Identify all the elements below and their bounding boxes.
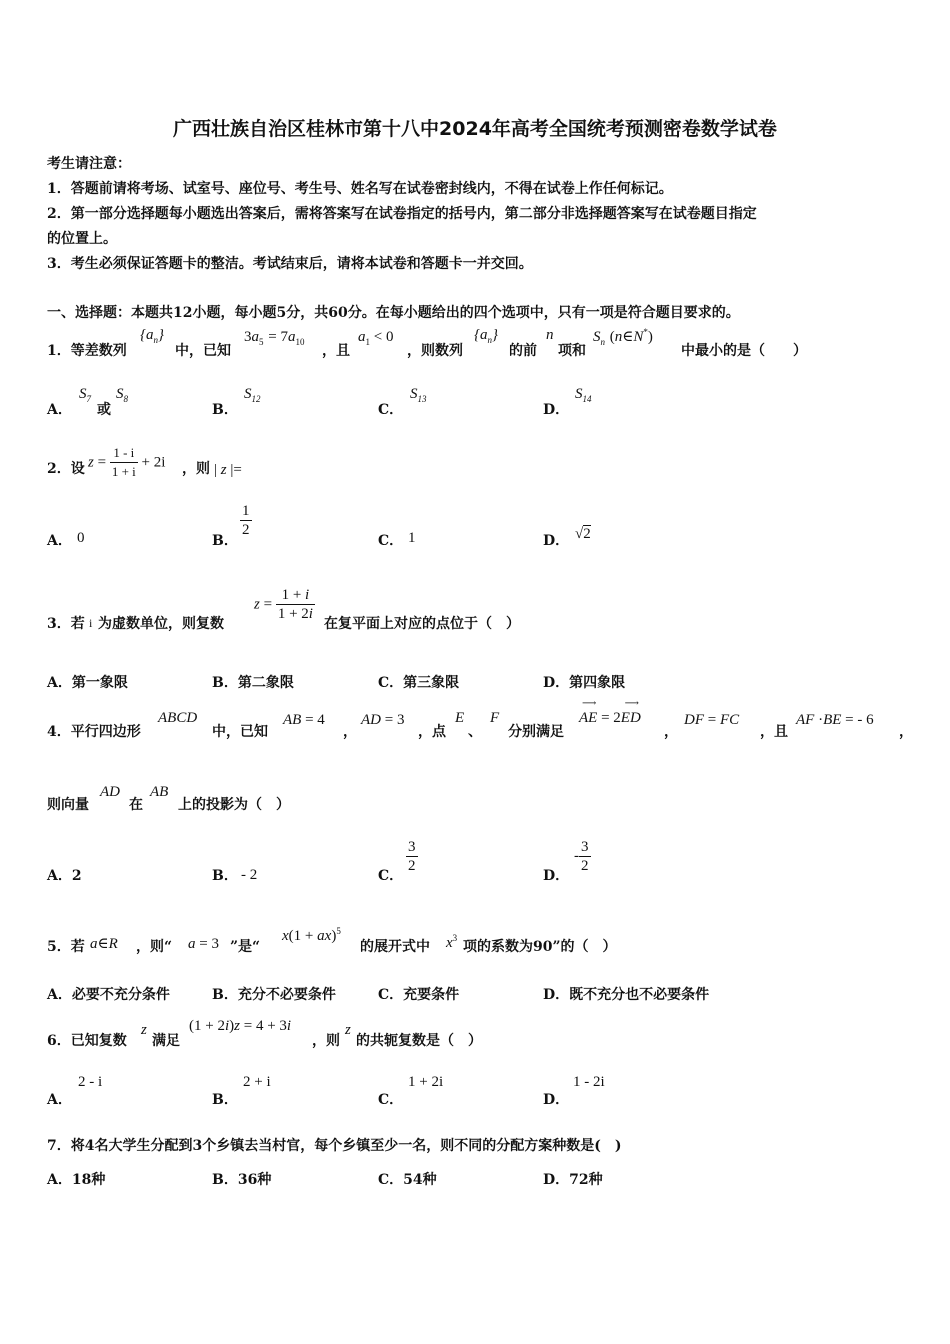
q6-option-a-label: A． bbox=[47, 1092, 72, 1108]
q5-text-1: 5．若 bbox=[47, 939, 85, 955]
q5-math-x3: $x^3$ bbox=[446, 933, 458, 951]
q6-math-equation: (1 + 2i)z = 4 + 3i bbox=[189, 1018, 292, 1034]
q4-text-comma-3: ， bbox=[899, 724, 913, 740]
q3-option-c: C．第三象限 bbox=[378, 675, 460, 691]
q2-option-d-label: D． bbox=[543, 533, 570, 549]
q4-text-comma-2: ， bbox=[664, 724, 678, 740]
vector-arrow-icon: ⟶ bbox=[581, 698, 595, 709]
q3-option-a: A．第一象限 bbox=[47, 675, 128, 691]
q1-option-a-or: 或 bbox=[97, 402, 111, 418]
q2-option-d-value: √2 bbox=[575, 526, 591, 542]
q7-option-c: C．54种 bbox=[378, 1172, 437, 1188]
notice-item-1: 1．答题前请将考场、试室号、座位号、考生号、姓名写在试卷密封线内，不得在试卷上作任何标记。 bbox=[47, 181, 673, 197]
notice-item-3: 3．考生必须保证答题卡的整洁。考试结束后，请将本试卷和答题卡一并交回。 bbox=[47, 256, 533, 272]
notice-heading: 考生请注意： bbox=[47, 156, 131, 172]
q6-option-c-value: 1 + 2i bbox=[408, 1074, 444, 1090]
q4-option-d-value: - $\frac{3}{2}$ bbox=[574, 839, 589, 874]
q4-math-abcd: ABCD bbox=[158, 710, 198, 726]
q1-math-an-2: $\{a_n\}$ bbox=[474, 327, 498, 345]
q1-text-5: 的前 bbox=[509, 343, 537, 359]
q2-math-z: z = $\frac{1 - i}{1 + i}$ + 2i bbox=[88, 445, 166, 479]
q3-math-i: i bbox=[89, 616, 93, 630]
q4-option-d-label: D． bbox=[543, 868, 570, 884]
q5-text-3: ”是“ bbox=[230, 939, 261, 955]
q5-option-b: B．充分不必要条件 bbox=[212, 987, 336, 1003]
q6-option-c-label: C． bbox=[378, 1092, 404, 1108]
q2-option-c-value: 1 bbox=[408, 530, 416, 546]
q4-text-4: 、 bbox=[468, 724, 482, 740]
sqrt-icon: √ bbox=[575, 526, 584, 542]
q2-option-c-label: C． bbox=[378, 533, 404, 549]
q4-option-b-value: - 2 bbox=[241, 867, 258, 883]
q1-text-3: ，且 bbox=[322, 343, 350, 359]
notice-item-2: 2．第一部分选择题每小题选出答案后，需将答案写在试卷指定的括号内，第二部分非选择题答案写在试卷题目指定 bbox=[47, 206, 757, 222]
q4-math-dot: AF ·BE = - 6 bbox=[796, 712, 874, 728]
q4-text-3: ，点 bbox=[418, 724, 446, 740]
q1-option-c-s13: $S_{13}$ bbox=[410, 386, 427, 404]
page-title: 广西壮族自治区桂林市第十八中2024年高考全国统考预测密卷数学试卷 bbox=[173, 118, 777, 140]
q4-line2-2: 在 bbox=[129, 797, 143, 813]
q3-text-1: 3．若 bbox=[47, 616, 85, 632]
q1-math-a1: $a_1 < 0$ bbox=[358, 329, 394, 347]
q6-math-z: z bbox=[141, 1022, 147, 1038]
q6-option-d-label: D． bbox=[543, 1092, 570, 1108]
q1-option-c-label: C． bbox=[378, 402, 404, 418]
q3-text-3: 在复平面上对应的点位于（ ） bbox=[324, 616, 520, 632]
q4-math-ab: AB = 4 bbox=[283, 712, 325, 728]
q2-option-b-label: B． bbox=[212, 533, 238, 549]
q4-option-a: A．2 bbox=[47, 868, 82, 884]
q4-line2-1: 则向量 bbox=[47, 797, 89, 813]
q1-option-d-s14: $S_{14}$ bbox=[575, 386, 592, 404]
q3-text-2: 为虚数单位，则复数 bbox=[98, 616, 224, 632]
q2-text-2: ，则 bbox=[182, 461, 210, 477]
q7-option-d: D．72种 bbox=[543, 1172, 603, 1188]
q7-option-b: B．36种 bbox=[212, 1172, 272, 1188]
q5-math-a-in-r: a∈R bbox=[90, 936, 118, 952]
q1-option-a-s8: $S_8$ bbox=[116, 386, 128, 404]
notice-item-2-cont: 的位置上。 bbox=[47, 231, 117, 247]
q6-option-a-value: 2 - i bbox=[78, 1074, 103, 1090]
q1-option-a-s7: $S_7$ bbox=[79, 386, 91, 404]
q1-math-an: $\{a_n\}$ bbox=[140, 327, 164, 345]
q2-option-a-label: A． bbox=[47, 533, 72, 549]
q6-text-2: 满足 bbox=[152, 1033, 180, 1049]
q5-text-5: 项的系数为90”的（ ） bbox=[463, 939, 617, 955]
q4-math-df: DF = FC bbox=[684, 712, 740, 728]
q3-math-z: z = $\frac{1 + i}{1 + 2i}$ bbox=[254, 587, 313, 622]
q2-option-a-value: 0 bbox=[77, 530, 85, 546]
q5-option-d: D．既不充分也不必要条件 bbox=[543, 987, 710, 1003]
q2-text-1: 2．设 bbox=[47, 461, 85, 477]
q6-option-b-label: B． bbox=[212, 1092, 238, 1108]
q2-option-b-value: $\frac{1}{2}$ bbox=[242, 503, 250, 538]
q7-option-a: A．18种 bbox=[47, 1172, 106, 1188]
vector-arrow-icon: ⟶ bbox=[624, 698, 637, 709]
q5-math-binomial: x(1 + ax)$^5$ bbox=[282, 926, 341, 944]
q4-text-6: ，且 bbox=[760, 724, 788, 740]
q4-math-ad: AD = 3 bbox=[361, 712, 405, 728]
q4-math-vec-ab: AB bbox=[150, 784, 169, 800]
q4-math-vector-eq: ⟶ AE = 2 ⟶ ED bbox=[579, 698, 641, 726]
q4-math-f: F bbox=[490, 710, 500, 726]
q4-option-b-label: B． bbox=[212, 868, 238, 884]
q6-math-z-2: z bbox=[345, 1022, 351, 1038]
q6-option-d-value: 1 - 2i bbox=[573, 1074, 605, 1090]
section-heading: 一、选择题：本题共12小题，每小题5分，共60分。在每小题给出的四个选项中，只有一项是符合题目要求的。 bbox=[47, 305, 740, 321]
q4-option-c-label: C． bbox=[378, 868, 404, 884]
q1-math-n: n bbox=[546, 327, 554, 343]
q6-text-1: 6．已知复数 bbox=[47, 1033, 127, 1049]
q6-option-b-value: 2 + i bbox=[243, 1074, 271, 1090]
q1-text-6: 项和 bbox=[558, 343, 586, 359]
q4-line2-3: 上的投影为（ ） bbox=[178, 797, 290, 813]
q4-math-e: E bbox=[455, 710, 465, 726]
q1-option-b-label: B． bbox=[212, 402, 238, 418]
q3-option-d: D．第四象限 bbox=[543, 675, 626, 691]
q1-math-sn: $S_n$ (n∈N*) bbox=[593, 327, 653, 347]
q1-option-d-label: D． bbox=[543, 402, 570, 418]
q5-option-a: A．必要不充分条件 bbox=[47, 987, 170, 1003]
q4-math-vec-ad: AD bbox=[100, 784, 120, 800]
q4-text-2: 中，已知 bbox=[212, 724, 268, 740]
q1-text-4: ，则数列 bbox=[407, 343, 463, 359]
q4-text-1: 4．平行四边形 bbox=[47, 724, 141, 740]
q1-option-a-label: A． bbox=[47, 402, 72, 418]
q1-text-2: 中，已知 bbox=[175, 343, 231, 359]
q5-option-c: C．充要条件 bbox=[378, 987, 460, 1003]
q1-math-condition: $3a_5 = 7a_{10}$ bbox=[244, 329, 305, 347]
q3-option-b: B．第二象限 bbox=[212, 675, 294, 691]
q4-text-5: 分别满足 bbox=[508, 724, 564, 740]
q7-text: 7．将4名大学生分配到3个乡镇去当村官，每个乡镇至少一名，则不同的分配方案种数是( ) bbox=[47, 1138, 622, 1154]
q6-text-3: ，则 bbox=[312, 1033, 340, 1049]
q1-text-1: 1．等差数列 bbox=[47, 343, 127, 359]
q5-math-a-eq-3: a = 3 bbox=[188, 936, 219, 952]
q2-math-abs-z: | z |= bbox=[214, 462, 242, 478]
q1-text-7: 中最小的是（ ） bbox=[681, 343, 807, 359]
q5-text-4: 的展开式中 bbox=[360, 939, 430, 955]
q4-option-c-value: $\frac{3}{2}$ bbox=[408, 839, 416, 874]
q1-option-b-s12: $S_{12}$ bbox=[244, 386, 261, 404]
q5-text-2: ，则“ bbox=[136, 939, 173, 955]
q6-text-4: 的共轭复数是（ ） bbox=[356, 1033, 482, 1049]
q4-text-comma: ， bbox=[343, 724, 357, 740]
